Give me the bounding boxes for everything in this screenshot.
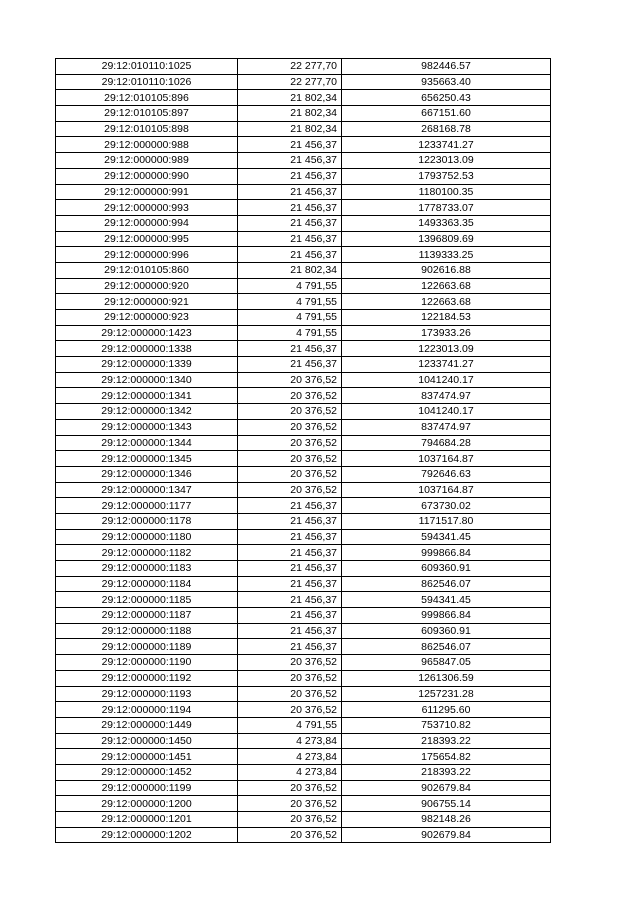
area-cell: 21 456,37 <box>238 200 342 216</box>
cadastral-value-cell: 1257231.28 <box>342 686 551 702</box>
cadastral-number-cell: 29:12:000000:994 <box>56 215 238 231</box>
cadastral-value-cell: 1493363.35 <box>342 215 551 231</box>
cadastral-value-cell: 935663.40 <box>342 74 551 90</box>
cadastral-value-cell: 594341.45 <box>342 592 551 608</box>
table-row <box>56 372 551 388</box>
cadastral-number-cell: 29:12:000000:993 <box>56 200 238 216</box>
table-row <box>56 215 551 231</box>
table-row <box>56 357 551 373</box>
cadastral-number-cell: 29:12:000000:1194 <box>56 702 238 718</box>
area-cell: 4 791,55 <box>238 325 342 341</box>
area-cell: 21 456,37 <box>238 153 342 169</box>
area-cell: 20 376,52 <box>238 812 342 828</box>
cadastral-number-cell: 29:12:000000:1183 <box>56 561 238 577</box>
table-row <box>56 200 551 216</box>
cadastral-value-cell: 1041240.17 <box>342 372 551 388</box>
area-cell: 20 376,52 <box>238 435 342 451</box>
table-row <box>56 404 551 420</box>
table-row <box>56 498 551 514</box>
table-row <box>56 796 551 812</box>
cadastral-number-cell: 29:12:000000:1180 <box>56 529 238 545</box>
area-cell: 20 376,52 <box>238 655 342 671</box>
cadastral-value-cell: 1041240.17 <box>342 404 551 420</box>
cadastral-value-cell: 1396809.69 <box>342 231 551 247</box>
table-row <box>56 513 551 529</box>
cadastral-value-cell: 122184.53 <box>342 310 551 326</box>
table-row <box>56 106 551 122</box>
area-cell: 4 273,84 <box>238 733 342 749</box>
cadastral-value-cell: 268168.78 <box>342 121 551 137</box>
area-cell: 20 376,52 <box>238 670 342 686</box>
table-row <box>56 247 551 263</box>
cadastral-value-cell: 1037164.87 <box>342 451 551 467</box>
cadastral-value-cell: 837474.97 <box>342 388 551 404</box>
cadastral-number-cell: 29:12:000000:1201 <box>56 812 238 828</box>
cadastral-value-cell: 906755.14 <box>342 796 551 812</box>
area-cell: 20 376,52 <box>238 372 342 388</box>
cadastral-value-cell: 837474.97 <box>342 419 551 435</box>
cadastral-number-cell: 29:12:000000:1178 <box>56 513 238 529</box>
cadastral-value-cell: 862546.07 <box>342 576 551 592</box>
cadastral-value-table <box>55 58 551 843</box>
cadastral-number-cell: 29:12:000000:1342 <box>56 404 238 420</box>
area-cell: 20 376,52 <box>238 404 342 420</box>
table-row <box>56 294 551 310</box>
cadastral-number-cell: 29:12:000000:1184 <box>56 576 238 592</box>
area-cell: 20 376,52 <box>238 466 342 482</box>
cadastral-number-cell: 29:12:000000:1450 <box>56 733 238 749</box>
table-row <box>56 137 551 153</box>
cadastral-number-cell: 29:12:000000:1200 <box>56 796 238 812</box>
table-row <box>56 90 551 106</box>
table-row <box>56 74 551 90</box>
cadastral-value-cell: 982446.57 <box>342 59 551 75</box>
table-row <box>56 827 551 843</box>
area-cell: 21 802,34 <box>238 90 342 106</box>
cadastral-value-cell: 609360.91 <box>342 623 551 639</box>
area-cell: 22 277,70 <box>238 59 342 75</box>
area-cell: 4 791,55 <box>238 294 342 310</box>
table-row <box>56 702 551 718</box>
cadastral-value-cell: 122663.68 <box>342 278 551 294</box>
cadastral-value-cell: 1180100.35 <box>342 184 551 200</box>
table-row <box>56 451 551 467</box>
table-row <box>56 623 551 639</box>
cadastral-number-cell: 29:12:000000:1177 <box>56 498 238 514</box>
area-cell: 21 456,37 <box>238 513 342 529</box>
cadastral-number-cell: 29:12:010105:898 <box>56 121 238 137</box>
table-row <box>56 482 551 498</box>
cadastral-value-cell: 902616.88 <box>342 262 551 278</box>
area-cell: 20 376,52 <box>238 686 342 702</box>
area-cell: 20 376,52 <box>238 702 342 718</box>
table-row <box>56 419 551 435</box>
table-row <box>56 576 551 592</box>
table-row <box>56 608 551 624</box>
cadastral-number-cell: 29:12:000000:1199 <box>56 780 238 796</box>
table-row <box>56 670 551 686</box>
cadastral-value-cell: 753710.82 <box>342 717 551 733</box>
cadastral-value-cell: 667151.60 <box>342 106 551 122</box>
area-cell: 21 456,37 <box>238 498 342 514</box>
cadastral-number-cell: 29:12:000000:989 <box>56 153 238 169</box>
area-cell: 21 802,34 <box>238 262 342 278</box>
table-body <box>56 59 551 843</box>
area-cell: 21 456,37 <box>238 608 342 624</box>
cadastral-number-cell: 29:12:000000:1344 <box>56 435 238 451</box>
area-cell: 20 376,52 <box>238 780 342 796</box>
cadastral-number-cell: 29:12:000000:1345 <box>56 451 238 467</box>
area-cell: 21 456,37 <box>238 137 342 153</box>
table-row <box>56 812 551 828</box>
cadastral-value-cell: 656250.43 <box>342 90 551 106</box>
cadastral-value-cell: 594341.45 <box>342 529 551 545</box>
table-row <box>56 168 551 184</box>
cadastral-number-cell: 29:12:010110:1025 <box>56 59 238 75</box>
cadastral-number-cell: 29:12:000000:1187 <box>56 608 238 624</box>
cadastral-value-cell: 792646.63 <box>342 466 551 482</box>
table-row <box>56 686 551 702</box>
table-row <box>56 529 551 545</box>
cadastral-value-cell: 173933.26 <box>342 325 551 341</box>
cadastral-number-cell: 29:12:000000:1452 <box>56 764 238 780</box>
table-row <box>56 388 551 404</box>
cadastral-value-cell: 1233741.27 <box>342 357 551 373</box>
cadastral-value-cell: 862546.07 <box>342 639 551 655</box>
cadastral-value-cell: 611295.60 <box>342 702 551 718</box>
cadastral-number-cell: 29:12:000000:1346 <box>56 466 238 482</box>
cadastral-number-cell: 29:12:000000:988 <box>56 137 238 153</box>
area-cell: 21 456,37 <box>238 639 342 655</box>
cadastral-value-cell: 1171517.80 <box>342 513 551 529</box>
cadastral-value-cell: 902679.84 <box>342 780 551 796</box>
cadastral-number-cell: 29:12:000000:1347 <box>56 482 238 498</box>
cadastral-value-cell: 1223013.09 <box>342 341 551 357</box>
cadastral-value-cell: 999866.84 <box>342 608 551 624</box>
area-cell: 21 456,37 <box>238 529 342 545</box>
area-cell: 22 277,70 <box>238 74 342 90</box>
area-cell: 20 376,52 <box>238 796 342 812</box>
cadastral-number-cell: 29:12:010105:897 <box>56 106 238 122</box>
table-row <box>56 341 551 357</box>
table-row <box>56 325 551 341</box>
cadastral-number-cell: 29:12:000000:1449 <box>56 717 238 733</box>
area-cell: 21 456,37 <box>238 184 342 200</box>
table-row <box>56 231 551 247</box>
cadastral-number-cell: 29:12:000000:1202 <box>56 827 238 843</box>
area-cell: 21 456,37 <box>238 561 342 577</box>
cadastral-number-cell: 29:12:000000:1451 <box>56 749 238 765</box>
area-cell: 4 791,55 <box>238 717 342 733</box>
area-cell: 4 273,84 <box>238 764 342 780</box>
cadastral-value-cell: 1139333.25 <box>342 247 551 263</box>
table-row <box>56 749 551 765</box>
area-cell: 20 376,52 <box>238 451 342 467</box>
area-cell: 21 456,37 <box>238 231 342 247</box>
table-row <box>56 592 551 608</box>
area-cell: 21 456,37 <box>238 168 342 184</box>
table-row <box>56 780 551 796</box>
cadastral-number-cell: 29:12:000000:1423 <box>56 325 238 341</box>
area-cell: 21 802,34 <box>238 121 342 137</box>
cadastral-number-cell: 29:12:010105:896 <box>56 90 238 106</box>
area-cell: 21 456,37 <box>238 215 342 231</box>
cadastral-value-cell: 902679.84 <box>342 827 551 843</box>
cadastral-number-cell: 29:12:000000:1193 <box>56 686 238 702</box>
cadastral-number-cell: 29:12:000000:1341 <box>56 388 238 404</box>
cadastral-value-cell: 794684.28 <box>342 435 551 451</box>
cadastral-number-cell: 29:12:000000:990 <box>56 168 238 184</box>
cadastral-number-cell: 29:12:000000:1339 <box>56 357 238 373</box>
cadastral-number-cell: 29:12:010105:860 <box>56 262 238 278</box>
cadastral-number-cell: 29:12:000000:1182 <box>56 545 238 561</box>
cadastral-value-cell: 1261306.59 <box>342 670 551 686</box>
cadastral-value-cell: 673730.02 <box>342 498 551 514</box>
table-row <box>56 733 551 749</box>
area-cell: 20 376,52 <box>238 419 342 435</box>
area-cell: 4 791,55 <box>238 310 342 326</box>
table-row <box>56 435 551 451</box>
area-cell: 4 273,84 <box>238 749 342 765</box>
area-cell: 21 456,37 <box>238 357 342 373</box>
table-row <box>56 121 551 137</box>
cadastral-number-cell: 29:12:000000:996 <box>56 247 238 263</box>
table-row <box>56 153 551 169</box>
table-row <box>56 764 551 780</box>
cadastral-value-cell: 1223013.09 <box>342 153 551 169</box>
area-cell: 4 791,55 <box>238 278 342 294</box>
area-cell: 21 456,37 <box>238 623 342 639</box>
cadastral-number-cell: 29:12:000000:1343 <box>56 419 238 435</box>
cadastral-number-cell: 29:12:000000:995 <box>56 231 238 247</box>
document-page <box>55 58 550 843</box>
table-row <box>56 717 551 733</box>
table-row <box>56 466 551 482</box>
cadastral-number-cell: 29:12:000000:1188 <box>56 623 238 639</box>
area-cell: 21 456,37 <box>238 576 342 592</box>
area-cell: 21 456,37 <box>238 545 342 561</box>
table-row <box>56 262 551 278</box>
cadastral-number-cell: 29:12:000000:1190 <box>56 655 238 671</box>
area-cell: 21 802,34 <box>238 106 342 122</box>
table-row <box>56 561 551 577</box>
cadastral-value-cell: 1778733.07 <box>342 200 551 216</box>
cadastral-number-cell: 29:12:010110:1026 <box>56 74 238 90</box>
cadastral-number-cell: 29:12:000000:1338 <box>56 341 238 357</box>
area-cell: 20 376,52 <box>238 482 342 498</box>
table-row <box>56 59 551 75</box>
cadastral-value-cell: 122663.68 <box>342 294 551 310</box>
area-cell: 20 376,52 <box>238 388 342 404</box>
table-row <box>56 655 551 671</box>
cadastral-value-cell: 965847.05 <box>342 655 551 671</box>
area-cell: 21 456,37 <box>238 341 342 357</box>
table-row <box>56 184 551 200</box>
area-cell: 21 456,37 <box>238 247 342 263</box>
cadastral-number-cell: 29:12:000000:923 <box>56 310 238 326</box>
cadastral-number-cell: 29:12:000000:1185 <box>56 592 238 608</box>
cadastral-number-cell: 29:12:000000:920 <box>56 278 238 294</box>
table-row <box>56 310 551 326</box>
area-cell: 21 456,37 <box>238 592 342 608</box>
cadastral-value-cell: 218393.22 <box>342 764 551 780</box>
cadastral-value-cell: 609360.91 <box>342 561 551 577</box>
cadastral-number-cell: 29:12:000000:1340 <box>56 372 238 388</box>
area-cell: 20 376,52 <box>238 827 342 843</box>
cadastral-number-cell: 29:12:000000:1192 <box>56 670 238 686</box>
cadastral-value-cell: 218393.22 <box>342 733 551 749</box>
table-row <box>56 545 551 561</box>
cadastral-value-cell: 999866.84 <box>342 545 551 561</box>
table-row <box>56 639 551 655</box>
cadastral-number-cell: 29:12:000000:921 <box>56 294 238 310</box>
cadastral-value-cell: 175654.82 <box>342 749 551 765</box>
cadastral-number-cell: 29:12:000000:1189 <box>56 639 238 655</box>
cadastral-number-cell: 29:12:000000:991 <box>56 184 238 200</box>
cadastral-value-cell: 1233741.27 <box>342 137 551 153</box>
cadastral-value-cell: 1793752.53 <box>342 168 551 184</box>
cadastral-value-cell: 982148.26 <box>342 812 551 828</box>
cadastral-value-cell: 1037164.87 <box>342 482 551 498</box>
table-row <box>56 278 551 294</box>
